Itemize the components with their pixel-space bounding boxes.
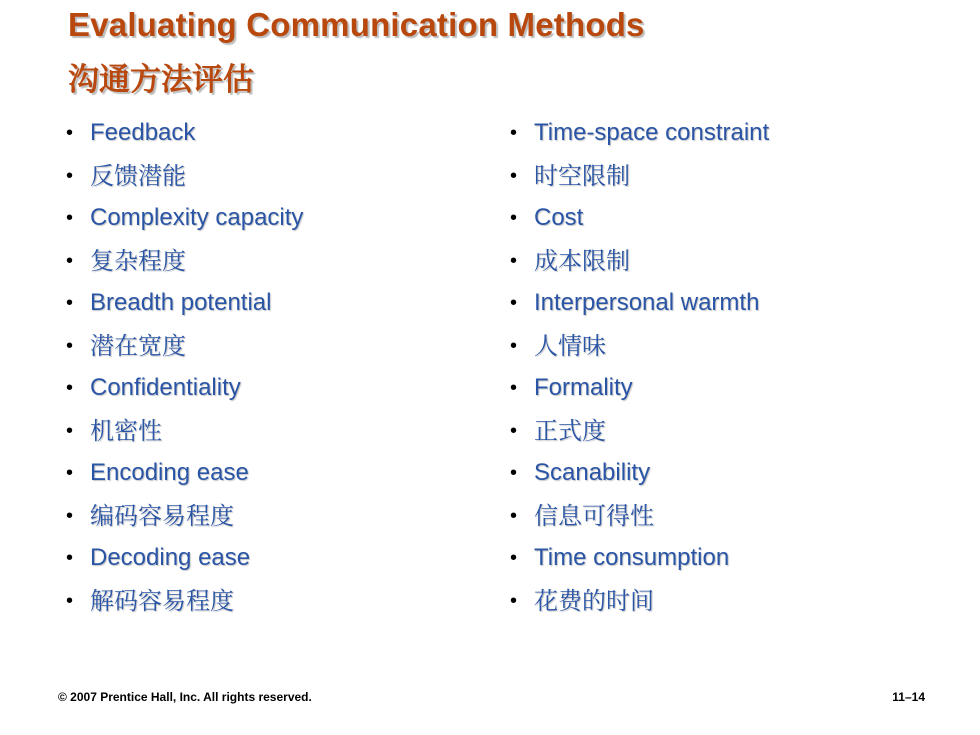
bullet-icon: • <box>510 504 518 527</box>
list-item-text: 信息可得性 <box>534 501 654 530</box>
list-item-text: 花费的时间 <box>534 586 654 615</box>
slide-title-chinese: 沟通方法评估 <box>68 62 254 98</box>
list-item-text: Time-space constraint <box>534 119 770 147</box>
list-item <box>510 325 769 368</box>
list-item <box>510 495 769 538</box>
list-item <box>66 410 303 453</box>
bullet-icon: • <box>66 249 74 272</box>
bullet-icon: • <box>510 292 518 315</box>
list-item-text: 编码容易程度 <box>90 501 234 530</box>
list-item-text: Interpersonal warmth <box>534 289 760 317</box>
list-item <box>66 155 303 198</box>
list-item-text: Feedback <box>90 119 196 147</box>
left-bullet-list <box>66 112 303 622</box>
copyright-notice: © 2007 Prentice Hall, Inc. All rights reserved. <box>58 690 312 704</box>
list-item <box>510 580 769 623</box>
bullet-icon: • <box>510 249 518 272</box>
list-item-text: 复杂程度 <box>90 246 186 275</box>
list-item-text: Complexity capacity <box>90 204 304 232</box>
list-item-text: 解码容易程度 <box>90 586 234 615</box>
bullet-icon: • <box>510 122 518 145</box>
list-item-text: 潜在宽度 <box>90 331 186 360</box>
list-item <box>510 197 769 240</box>
list-item <box>510 240 769 283</box>
list-item-text: Scanability <box>534 459 651 487</box>
list-item-text: 人情味 <box>534 331 606 360</box>
list-item-text: Confidentiality <box>90 374 241 402</box>
list-item-text: 时空限制 <box>534 161 630 190</box>
bullet-icon: • <box>510 462 518 485</box>
bullet-icon: • <box>66 419 74 442</box>
bullet-icon: • <box>66 334 74 357</box>
list-item-text: 反馈潜能 <box>90 161 186 190</box>
list-item <box>66 580 303 623</box>
list-item-text: Cost <box>534 204 584 232</box>
list-item-text: Formality <box>534 374 633 402</box>
bullet-icon: • <box>66 547 74 570</box>
list-item <box>510 410 769 453</box>
list-item <box>66 197 303 240</box>
list-item <box>66 495 303 538</box>
list-item-text: Time consumption <box>534 544 730 572</box>
bullet-icon: • <box>66 504 74 527</box>
list-item-text: Encoding ease <box>90 459 249 487</box>
list-item <box>66 452 303 495</box>
bullet-icon: • <box>66 122 74 145</box>
bullet-icon: • <box>66 462 74 485</box>
list-item <box>510 155 769 198</box>
bullet-icon: • <box>66 164 74 187</box>
slide-title-english: Evaluating Communication Methods <box>68 6 645 43</box>
bullet-icon: • <box>510 377 518 400</box>
list-item <box>510 367 769 410</box>
list-item-text: Breadth potential <box>90 289 272 317</box>
list-item-text: 正式度 <box>534 416 606 445</box>
page-number: 11–14 <box>892 690 925 704</box>
list-item <box>66 282 303 325</box>
bullet-icon: • <box>510 164 518 187</box>
list-item-text: 成本限制 <box>534 246 630 275</box>
bullet-icon: • <box>510 589 518 612</box>
bullet-icon: • <box>66 292 74 315</box>
bullet-icon: • <box>66 377 74 400</box>
bullet-icon: • <box>510 547 518 570</box>
list-item <box>66 112 303 155</box>
bullet-icon: • <box>66 589 74 612</box>
list-item <box>510 282 769 325</box>
bullet-icon: • <box>510 207 518 230</box>
list-item <box>66 240 303 283</box>
list-item <box>510 537 769 580</box>
bullet-icon: • <box>510 334 518 357</box>
right-bullet-list <box>510 112 769 622</box>
list-item <box>66 537 303 580</box>
list-item-text: 机密性 <box>90 416 162 445</box>
list-item <box>510 452 769 495</box>
list-item <box>66 325 303 368</box>
list-item <box>66 367 303 410</box>
list-item <box>510 112 769 155</box>
list-item-text: Decoding ease <box>90 544 251 572</box>
bullet-icon: • <box>66 207 74 230</box>
bullet-icon: • <box>510 419 518 442</box>
